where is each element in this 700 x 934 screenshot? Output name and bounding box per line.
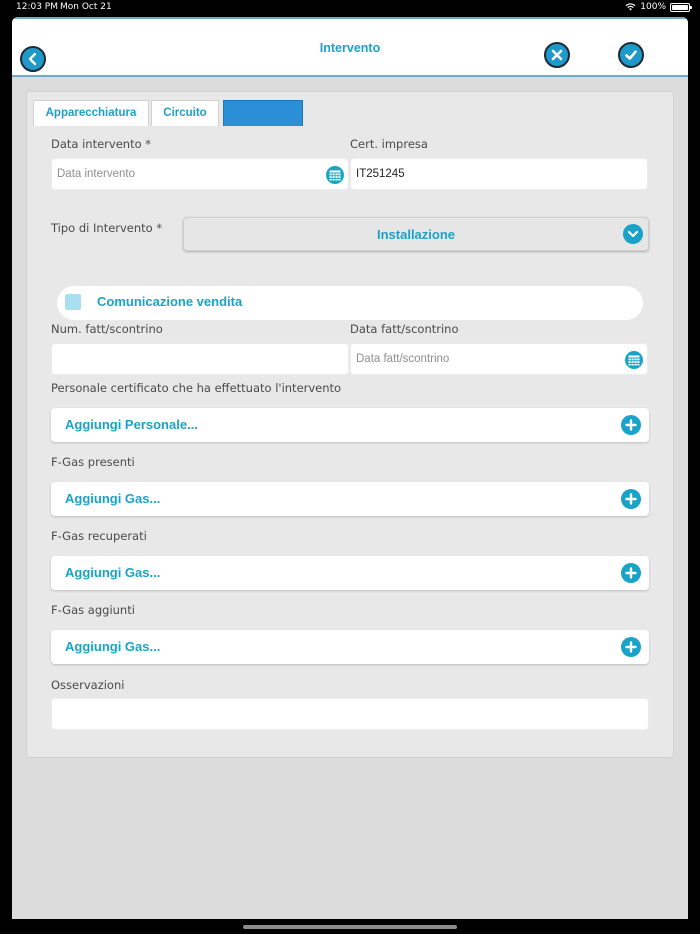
aggiungi-gas-recuperati-button[interactable] [51,556,649,590]
aggiungi-gas-presenti-label: Aggiungi Gas... [65,491,161,506]
chevron-down-icon [623,224,643,244]
fgas-aggiunti-label: F-Gas aggiunti [51,603,135,617]
close-icon [549,47,565,63]
data-fatt-field[interactable] [350,343,648,375]
calendar-grid-icon [628,355,640,366]
plus-icon [621,563,641,583]
checkmark-icon [623,47,639,63]
tipo-intervento-label: Tipo di Intervento * [51,221,163,235]
app-screen [12,17,688,919]
data-intervento-field[interactable] [51,158,349,190]
data-fatt-placeholder: Data fatt/scontrino [356,353,450,365]
calendar-grid-icon [329,170,341,181]
num-fatt-label: Num. fatt/scontrino [51,322,163,336]
status-right [625,2,690,12]
data-intervento-label: Data intervento * [51,137,152,151]
cert-impresa-field[interactable] [350,158,648,190]
aggiungi-gas-recuperati-label: Aggiungi Gas... [65,565,161,580]
tab-apparecchiatura[interactable]: Apparecchiatura [33,100,149,126]
fgas-recuperati-label: F-Gas recuperati [51,529,147,543]
status-time: 12:03 PM [16,2,58,12]
osservazioni-field[interactable] [51,698,649,730]
personale-label: Personale certificato che ha effettuato l'intervento [51,381,342,395]
aggiungi-personale-button[interactable] [51,408,649,442]
cert-impresa-label: Cert. impresa [350,137,428,151]
aggiungi-personale-label: Aggiungi Personale... [65,417,198,432]
battery-icon [670,3,690,12]
fgas-presenti-label: F-Gas presenti [51,455,135,469]
aggiungi-gas-presenti-button[interactable] [51,482,649,516]
plus-icon [621,637,641,657]
calendar-icon[interactable] [625,351,643,369]
tab-circuito[interactable]: Circuito [151,100,219,126]
tab-intervento[interactable]: Intervento [223,100,303,126]
osservazioni-label: Osservazioni [51,678,125,692]
comunicazione-vendita-checkbox[interactable] [65,294,81,310]
comunicazione-vendita-row[interactable] [57,286,643,320]
status-date: Mon Oct 21 [60,2,112,12]
battery-percent: 100% [640,2,666,12]
data-intervento-placeholder: Data intervento [57,168,135,180]
form-panel [26,91,674,758]
status-bar [0,0,700,16]
home-indicator[interactable] [243,925,457,929]
plus-icon [621,489,641,509]
data-fatt-label: Data fatt/scontrino [350,322,459,336]
confirm-button[interactable] [618,42,644,68]
navigation-bar [12,17,688,77]
page-title: Intervento [319,41,381,55]
num-fatt-field[interactable] [51,343,349,375]
cert-impresa-value: IT251245 [356,168,405,180]
wifi-icon [625,3,636,11]
tipo-intervento-value: Installazione [376,227,456,242]
aggiungi-gas-aggiunti-label: Aggiungi Gas... [65,639,161,654]
cancel-button[interactable] [544,42,570,68]
calendar-icon[interactable] [326,166,344,184]
aggiungi-gas-aggiunti-button[interactable] [51,630,649,664]
plus-icon [621,415,641,435]
tipo-intervento-select[interactable] [183,217,649,251]
comunicazione-vendita-label: Comunicazione vendita [97,294,243,309]
